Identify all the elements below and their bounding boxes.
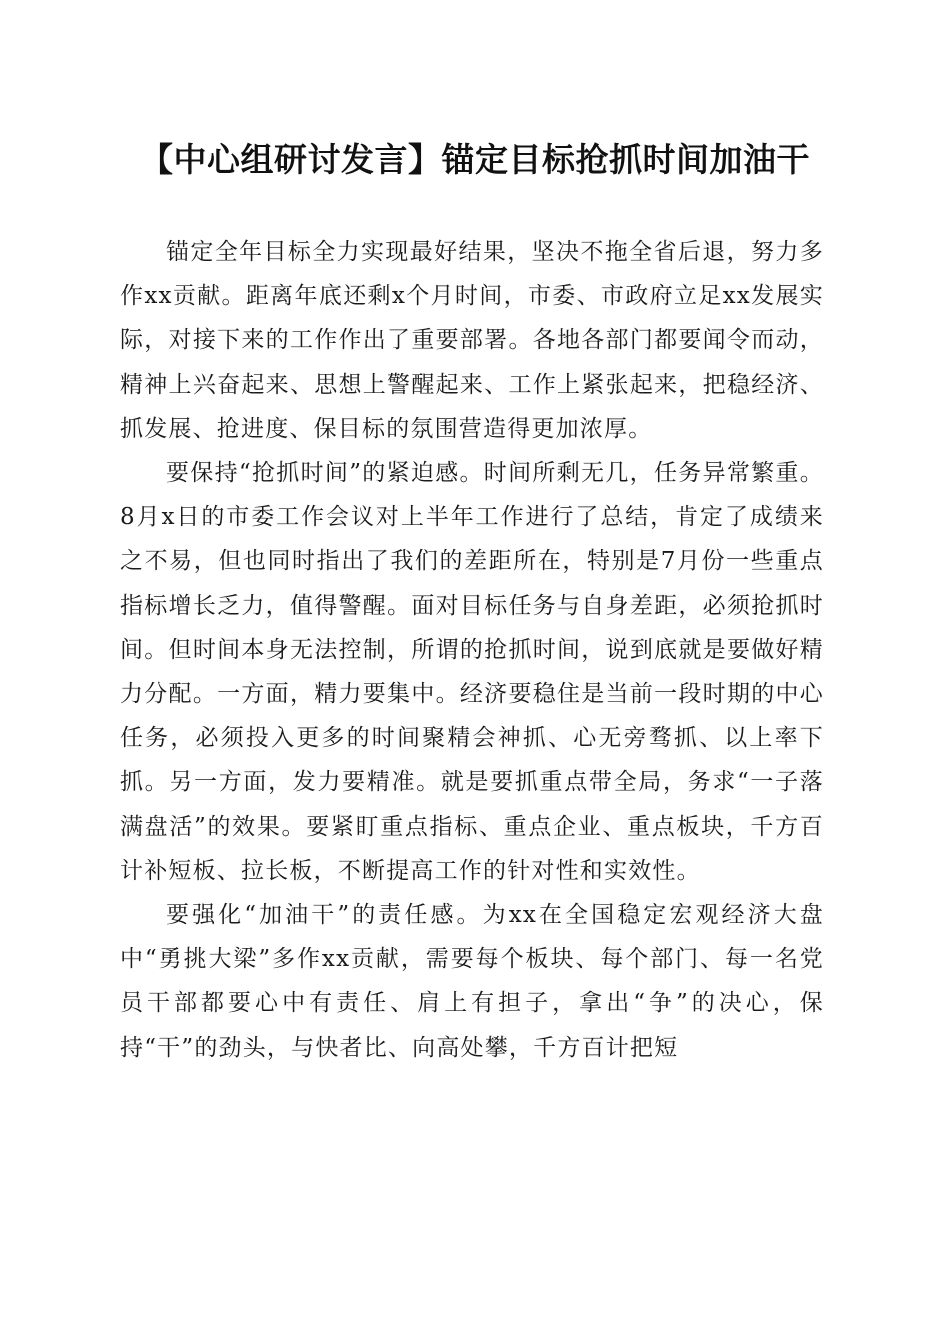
paragraph-responsibility: 要强化“加油干”的责任感。为xx在全国稳定宏观经济大盘中“勇挑大梁”多作xx贡献，需要每个板块、每个部门、每一名党员干部都要心中有责任、肩上有担子，拿出“争”的决心，保持“干”的劲头，与快者比、向高处攀，千方百计把短 xyxy=(120,902,824,1061)
paragraph-seize-time: 要保持“抢抓时间”的紧迫感。时间所剩无几，任务异常繁重。8月x日的市委工作会议对上半年工作进行了总结，肯定了成绩来之不易，但也同时指出了我们的差距所在，特别是7月份一些重点指标增长乏力，值得警醒。面对目标任务与自身差距，必须抢抓时间。但时间本身无法控制，所谓的抢抓时间，说到底就是要做好精力分配。一方面，精力要集中。经济要稳住是当前一段时期的中心任务，必须投入更多的时间聚精会神抓、心无旁骛抓、以上率下抓。另一方面，发力要精准。就是要抓重点带全局，务求“一子落满盘活”的效果。要紧盯重点指标、重点企业、重点板块，千方百计补短板、拉长板，不断提高工作的针对性和实效性。 xyxy=(120,460,824,884)
document-title: 【中心组研讨发言】锚定目标抢抓时间加油干 xyxy=(140,140,810,179)
paragraph-intro: 锚定全年目标全力实现最好结果，坚决不拖全省后退，努力多作xx贡献。距离年底还剩x个月时间，市委、市政府立足xx发展实际，对接下来的工作作出了重要部署。各地各部门都要闻令而动，精神上兴奋起来、思想上警醒起来、工作上紧张起来，把稳经济、抓发展、抢进度、保目标的氛围营造得更加浓厚。 xyxy=(120,239,824,442)
document-body xyxy=(120,230,824,1070)
